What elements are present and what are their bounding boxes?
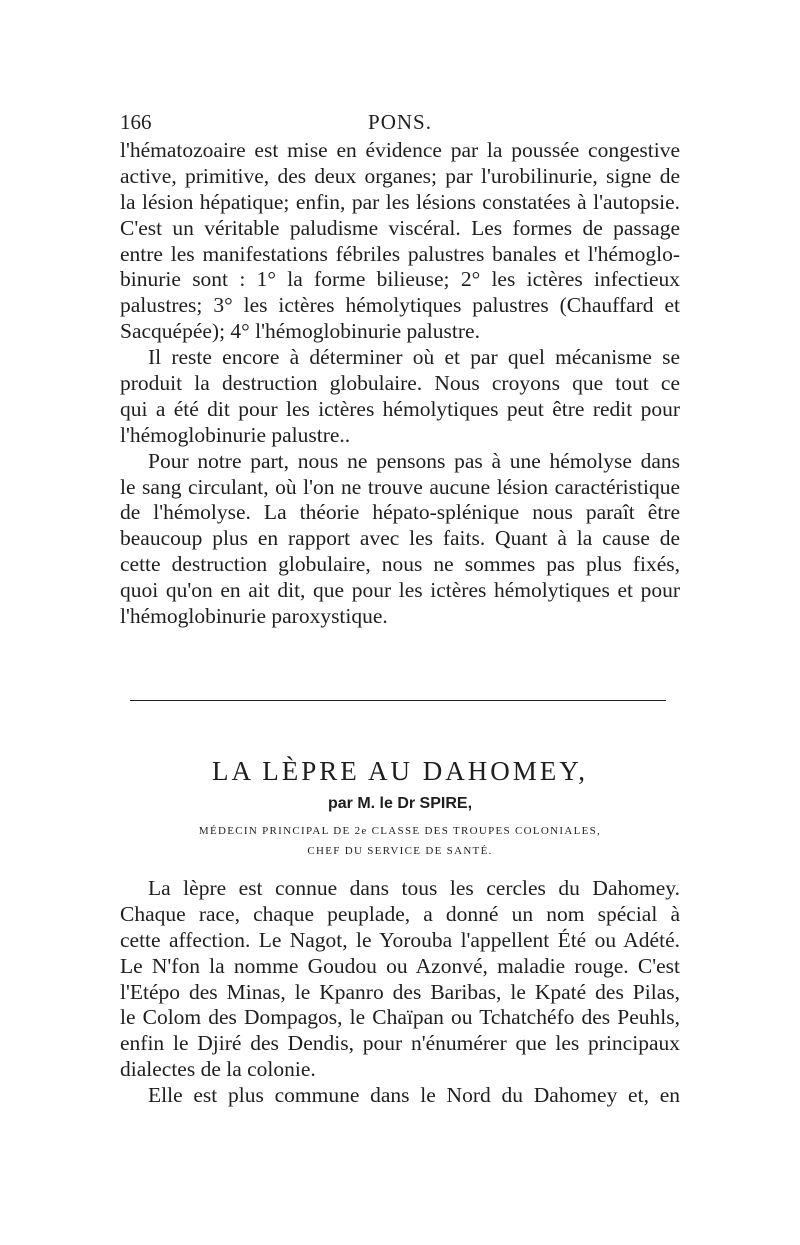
text-line: le sang circulant, où l'on ne trouve aucune lésion caractéristique <box>120 474 680 499</box>
text-line: Il reste encore à déterminer où et par quel mécanisme se <box>148 345 680 370</box>
section-divider <box>130 700 666 701</box>
text-line: l'hémoglobinurie palustre.. <box>120 422 351 447</box>
running-header <box>120 110 680 140</box>
text-line: entre les manifestations fébriles palustres banales et l'hémoglo- <box>120 241 680 266</box>
text-line: Pour notre part, nous ne pensons pas à une hémolyse dans <box>148 448 680 473</box>
text-line: beaucoup plus en rapport avec les faits. Quant à la cause de <box>120 526 680 551</box>
text-line: active, primitive, des deux organes; par l'urobilinurie, signe de <box>120 163 680 188</box>
text-line: quoi qu'on en ait dit, que pour les ictères hémolytiques et pour <box>120 578 680 603</box>
author-affiliation-line: CHEF DU SERVICE DE SANTÉ. <box>307 845 493 857</box>
author-affiliation-line: MÉDECIN PRINCIPAL DE 2e CLASSE DES TROUPES COLONIALES, <box>198 825 602 837</box>
author-byline: par M. le Dr SPIRE, <box>327 795 473 812</box>
text-line: cette destruction globulaire, nous ne sommes pas plus fixés, <box>120 552 680 577</box>
text-line: l'hémoglobinurie paroxystique. <box>120 604 388 629</box>
text-line: binurie sont : 1° la forme bilieuse; 2° les ictères infectieux <box>120 267 680 292</box>
text-line: l'Etépo des Minas, le Kpanro des Baribas, le Kpaté des Pilas, <box>120 979 680 1004</box>
text-line: de l'hémolyse. La théorie hépato-splénique nous paraît être <box>120 500 680 525</box>
text-line: La lèpre est connue dans tous les cercles du Dahomey. <box>148 876 680 900</box>
text-line: le Colom des Dompagos, le Chaïpan ou Tchatchéfo des Peuhls, <box>120 1005 680 1030</box>
text-line: Le N'fon la nomme Goudou ou Azonvé, maladie rouge. C'est <box>120 953 680 978</box>
text-line: C'est un véritable paludisme viscéral. Les formes de passage <box>120 215 680 240</box>
text-line: Sacquépée); 4° l'hémoglobinurie palustre. <box>120 319 480 344</box>
article-title: LA LÈPRE AU DAHOMEY, <box>211 756 589 786</box>
text-line: produit la destruction globulaire. Nous croyons que tout ce <box>120 371 680 396</box>
text-line: palustres; 3° les ictères hémolytiques palustres (Chauffard et <box>120 293 680 318</box>
text-line: cette affection. Le Nagot, le Yorouba l'appellent Été ou Adété. <box>120 927 680 952</box>
text-line: Elle est plus commune dans le Nord du Dahomey et, en <box>148 1083 680 1108</box>
paragraphs-section-1 <box>120 138 680 630</box>
text-line: l'hématozoaire est mise en évidence par la poussée congestive <box>120 138 680 162</box>
paragraphs-section-2 <box>120 876 680 1109</box>
running-title: PONS. <box>368 110 432 134</box>
text-line: qui a été dit pour les ictères hémolytiques peut être redit pour <box>120 396 680 421</box>
text-line: enfin le Djiré des Dendis, pour n'énumérer que les principaux <box>120 1031 680 1056</box>
text-line: la lésion hépatique; enfin, par les lésions constatées à l'autopsie. <box>120 189 680 214</box>
page-number: 166 <box>120 110 152 134</box>
text-line: Chaque race, chaque peuplade, a donné un nom spécial à <box>120 901 680 926</box>
text-line: dialectes de la colonie. <box>120 1057 316 1082</box>
